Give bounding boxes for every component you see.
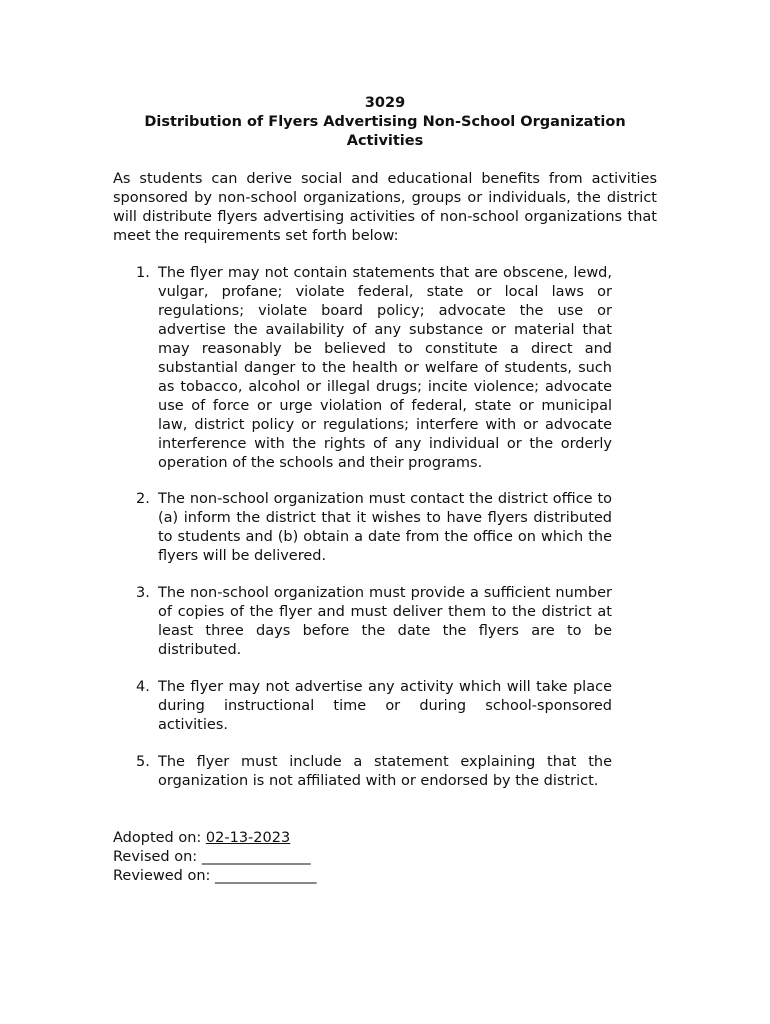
reviewed-date-blank: ______________	[215, 868, 317, 884]
list-item-number: 2.	[136, 491, 150, 507]
policy-history	[113, 829, 317, 886]
list-item-text: The non-school organization must contact the district office to (a) inform the district that it wishes to have flyers distributed to students and (b) obtain a date from the office on which the flyers will be delivered.	[158, 491, 612, 564]
list-item-number: 3.	[136, 585, 150, 601]
list-item-number: 1.	[136, 265, 150, 281]
requirements-list	[136, 264, 612, 791]
reviewed-line	[113, 867, 317, 886]
adopted-label: Adopted on:	[113, 830, 206, 846]
list-item	[136, 678, 612, 735]
reviewed-label: Reviewed on:	[113, 868, 216, 884]
list-item-text: The flyer may not advertise any activity which will take place during instructional time or during school-sponsored activities.	[158, 679, 612, 733]
list-item-number: 5.	[136, 754, 150, 770]
list-item	[136, 264, 612, 473]
policy-title-line-2: Activities	[346, 133, 424, 149]
list-item-text: The flyer must include a statement explaining that the organization is not affiliated with or endorsed by the district.	[158, 754, 612, 789]
adopted-line	[113, 829, 317, 848]
adopted-date: 02-13-2023	[205, 830, 291, 846]
policy-header	[112, 94, 658, 151]
policy-number: 3029	[364, 95, 406, 111]
revised-date-blank: _______________	[201, 849, 311, 865]
list-item-text: The non-school organization must provide a sufficient number of copies of the flyer and must deliver them to the district at least three days before the date the flyers are to be distributed.	[158, 585, 612, 658]
policy-title-line-1: Distribution of Flyers Advertising Non-School Organization	[144, 114, 626, 130]
list-item-number: 4.	[136, 679, 150, 695]
intro-paragraph: As students can derive social and educational benefits from activities sponsored by non-school organizations, groups or individuals, the district will distribute flyers advertising activities of non-school organizations that meet the requirements set forth below:	[113, 171, 657, 244]
list-item	[136, 490, 612, 566]
list-item-text: The flyer may not contain statements that are obscene, lewd, vulgar, profane; violate federal, state or local laws or regulations; violate board policy; advocate the use or advertise the availability of any substance or material that may reasonably be believed to constitute a direct and substantial danger to the health or welfare of students, such as tobacco, alcohol or illegal drugs; incite violence; advocate use of force or urge violation of federal, state or municipal law, district policy or regulations; interfere with or advocate interference with the rights of any individual or the orderly operation of the schools and their programs.	[158, 265, 612, 471]
revised-line	[113, 848, 317, 867]
revised-label: Revised on:	[113, 849, 202, 865]
list-item	[136, 584, 612, 660]
list-item	[136, 753, 612, 791]
